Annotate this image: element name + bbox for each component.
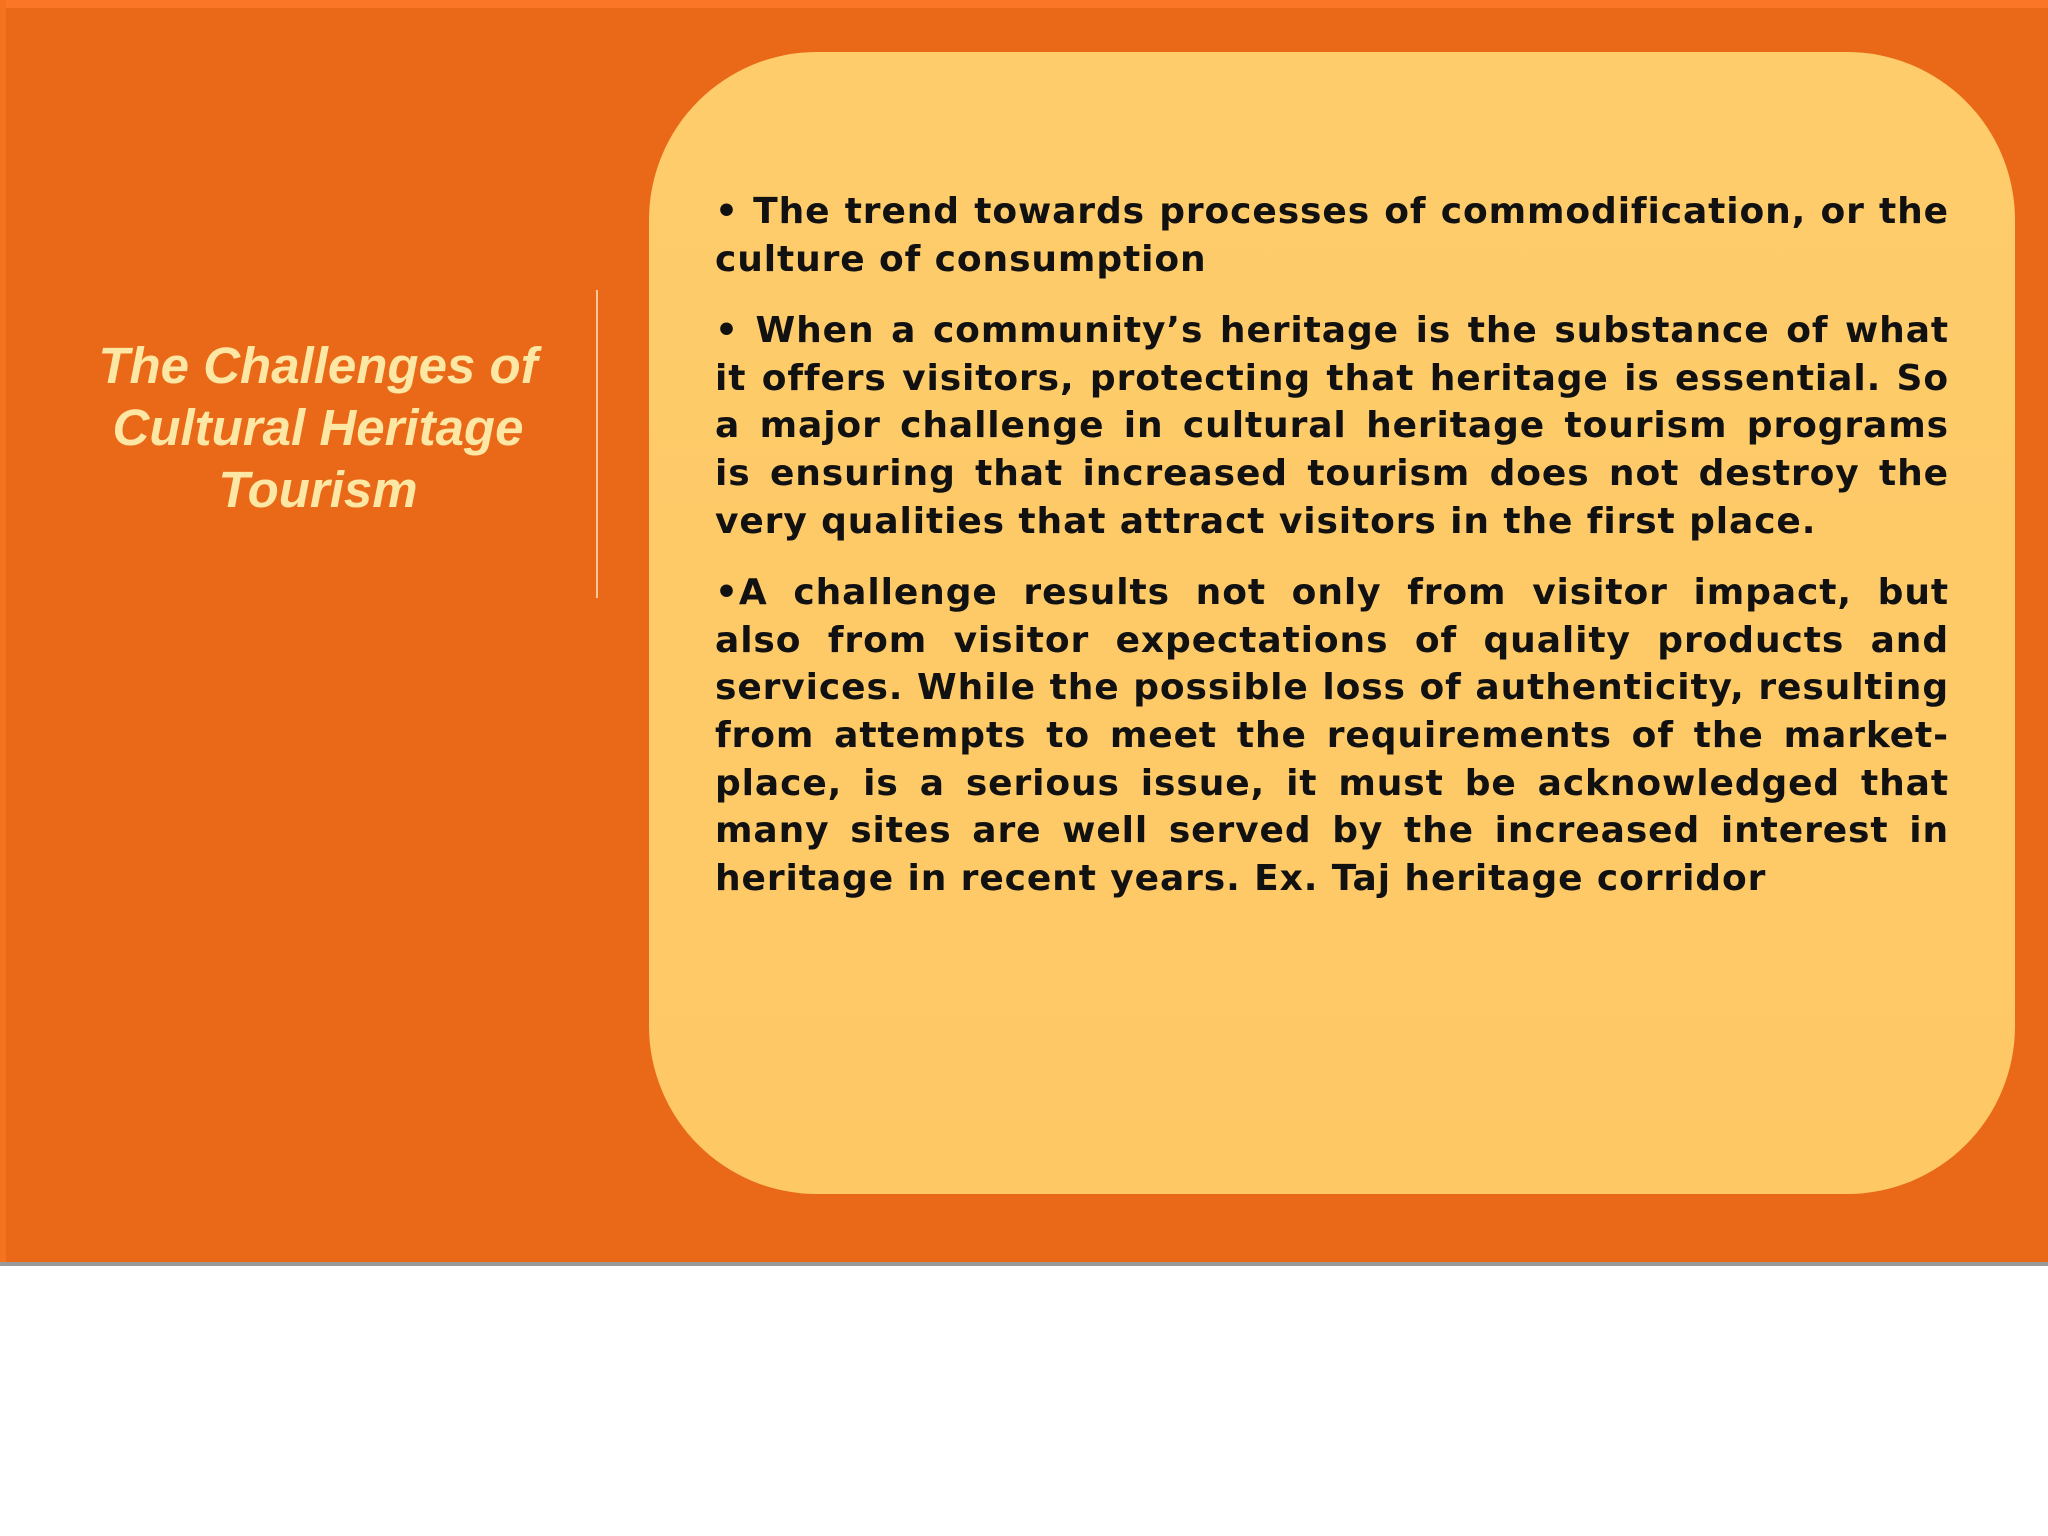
bullet-item-visitor-expectations: •A challenge results not only from visitor impact, but also from visitor expectations of quality products and services. While the possible loss of authenticity, resulting from attempts to meet the requirements of the market-place, is a serious issue, it must be acknowledged that many sites are well served by the increased interest in heritage in recent years. Ex. Taj heritage corridor (715, 572, 1949, 899)
content-panel (649, 52, 2015, 1194)
slide-title: The Challenges of Cultural Heritage Tourism (98, 337, 538, 518)
slide-left-band (0, 0, 6, 1262)
title-block (78, 335, 558, 521)
bullet-item-commodification: • The trend towards processes of commodification, or the culture of consumption (715, 191, 1949, 280)
title-divider (596, 290, 598, 598)
bullet-list (715, 188, 1949, 902)
slide-top-band (0, 0, 2048, 8)
bullet-item-protecting-heritage: • When a community’s heritage is the substance of what it offers visitors, protecting that heritage is essential. So a major challenge in cultural heritage tourism programs is ensuring that increased tourism does not destroy the very qualities that attract visitors in the first place. (715, 310, 1949, 542)
